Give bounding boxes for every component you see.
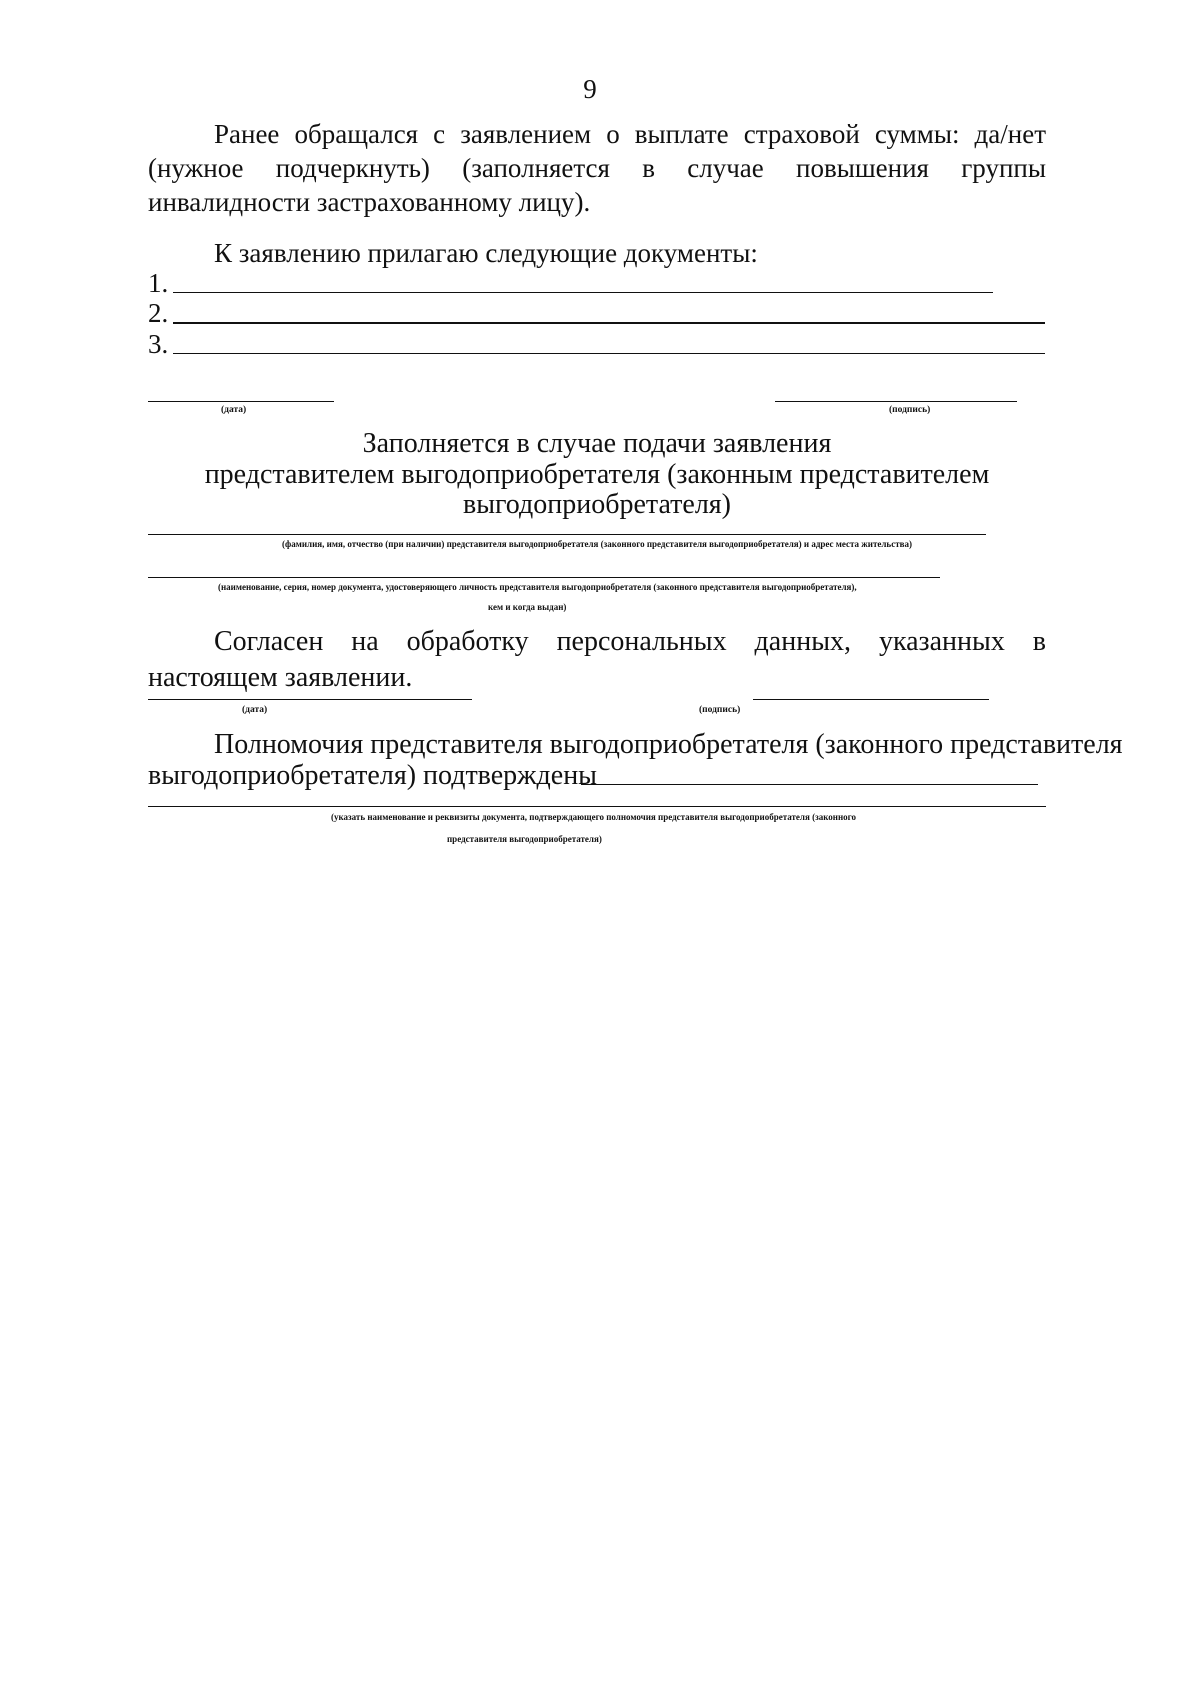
representative-heading-line-3: выгодоприобретателя) — [462, 489, 732, 520]
page-number: 9 — [583, 74, 597, 104]
authority-confirmation-field[interactable] — [581, 784, 1038, 785]
date-caption-1: (дата) — [221, 405, 247, 415]
attachment-item-3-number: 3. — [148, 329, 169, 359]
attachment-item-3-field[interactable] — [173, 353, 1045, 354]
representative-fio-field[interactable] — [148, 534, 986, 535]
authority-document-field[interactable] — [148, 806, 1046, 807]
signature-field-2[interactable] — [753, 699, 989, 700]
attachment-item-2-field[interactable] — [173, 322, 1045, 324]
signature-field-1[interactable] — [775, 401, 1017, 402]
authority-document-caption-1: (указать наименование и реквизиты документа, подтверждающего полномочия представителя выгодоприобретателя (законного — [331, 812, 856, 822]
representative-heading-line-1: Заполняется в случае подачи заявления — [362, 428, 832, 459]
consent-paragraph: Согласен на обработку персональных данных, указанных в настоящем заявлении. — [148, 626, 1046, 693]
representative-id-document-caption-2: кем и когда выдан) — [488, 602, 567, 612]
authority-document-caption-2: представителя выгодоприобретателя) — [447, 834, 602, 844]
date-caption-2: (дата) — [242, 705, 268, 715]
signature-caption-1: (подпись) — [889, 405, 931, 415]
attachments-heading: К заявлению прилагаю следующие документы: — [214, 238, 758, 268]
previous-claim-paragraph: Ранее обращался с заявлением о выплате страховой суммы: да/нет (нужное подчеркнуть) (заполняется в случае повышения группы инвалидности застрахованному лицу). — [148, 119, 1046, 217]
representative-heading-line-2: представителем выгодоприобретателя (законным представителем — [204, 459, 990, 490]
representative-id-document-caption-1: (наименование, серия, номер документа, удостоверяющего личность представителя выгодоприобретателя (законного представителя выгодоприобретателя), — [218, 582, 857, 592]
date-field-2[interactable] — [148, 699, 472, 700]
authority-text-line-1: Полномочия представителя выгодоприобретателя (законного представителя — [214, 729, 1123, 760]
authority-text-line-2: выгодоприобретателя) подтверждены — [148, 760, 597, 791]
date-field-1[interactable] — [148, 401, 334, 402]
attachment-item-2-number: 2. — [148, 298, 169, 328]
signature-caption-2: (подпись) — [699, 705, 741, 715]
representative-id-document-field[interactable] — [148, 577, 940, 578]
representative-fio-caption: (фамилия, имя, отчество (при наличии) представителя выгодоприобретателя (законного представителя выгодоприобретателя) и адрес места жительства) — [282, 539, 912, 549]
attachment-item-1-field[interactable] — [173, 292, 993, 293]
attachment-item-1-number: 1. — [148, 268, 169, 298]
